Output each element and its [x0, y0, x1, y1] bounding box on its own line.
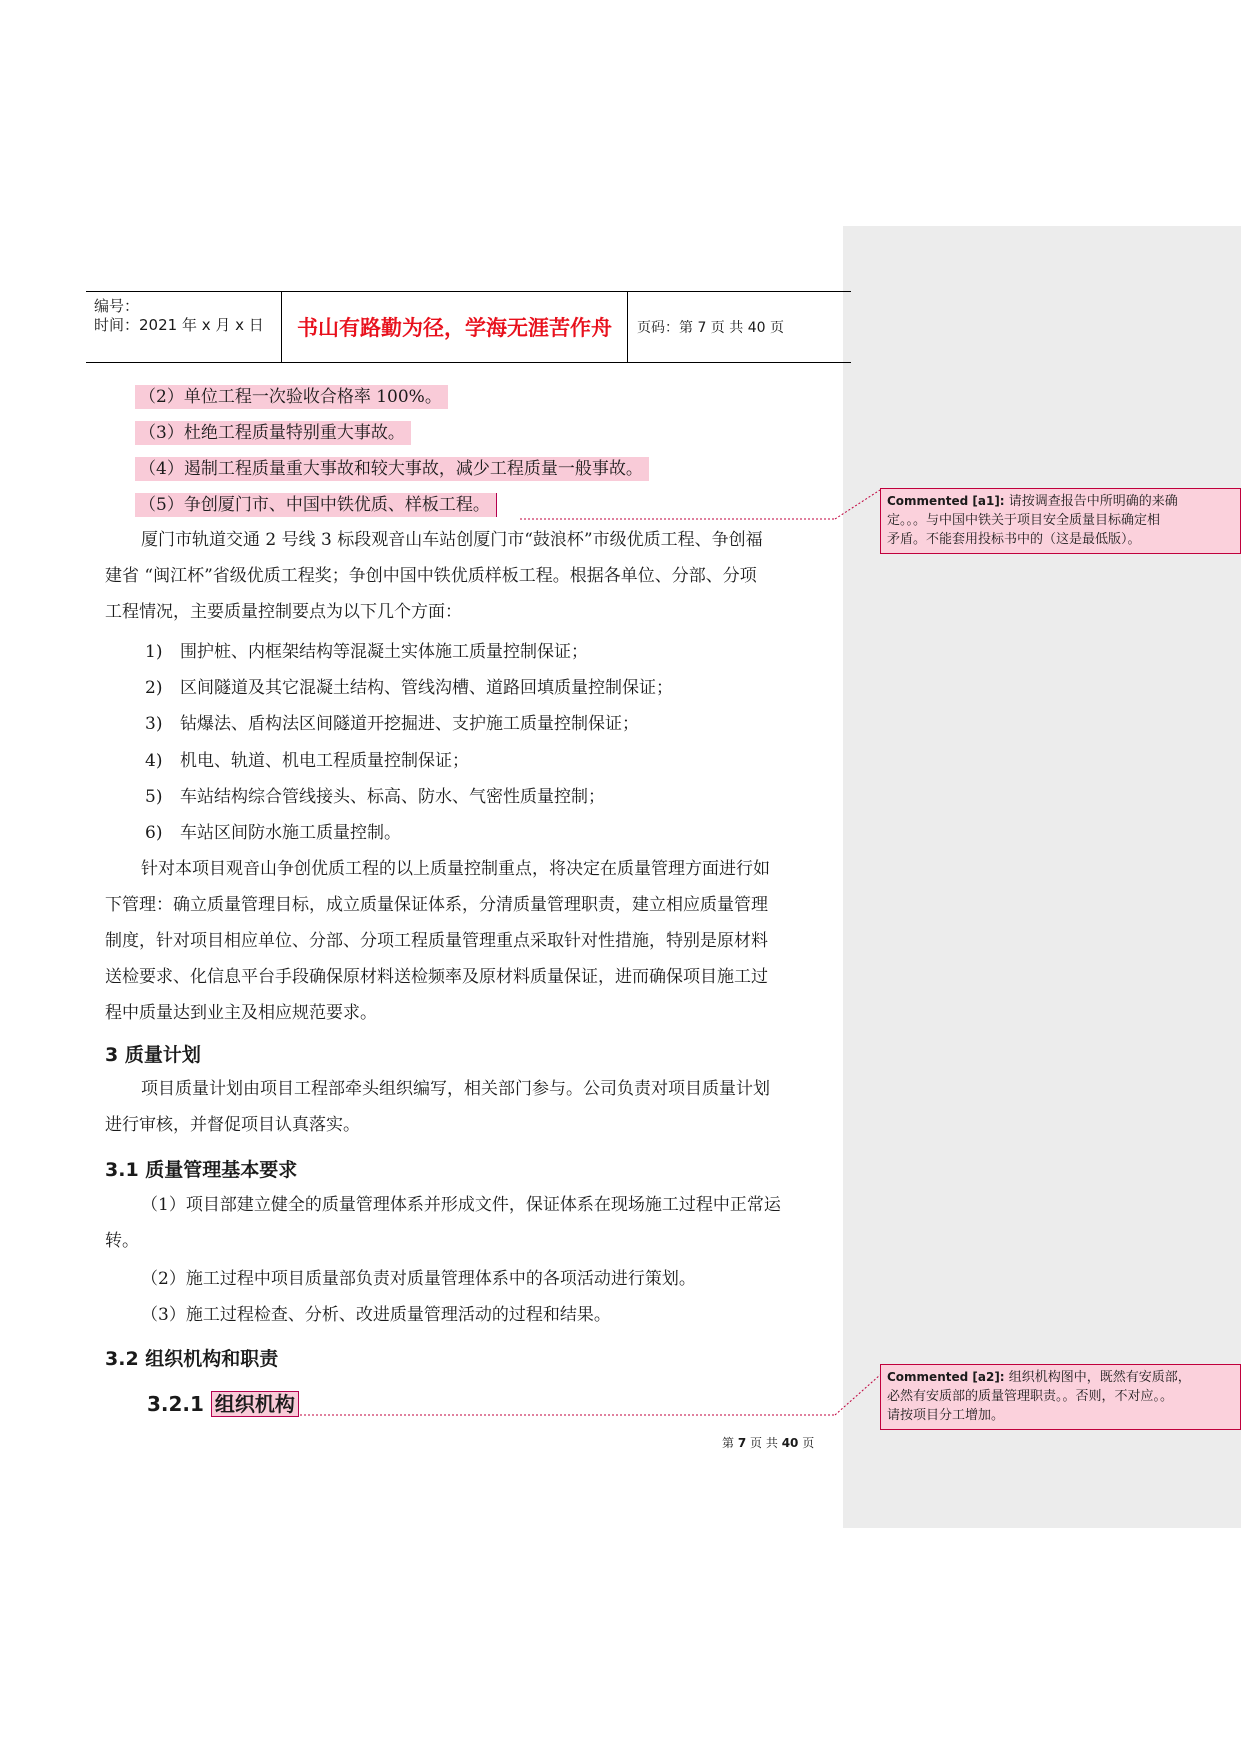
- management-line: 下管理：确立质量管理目标，成立质量保证体系，分清质量管理职责，建立相应质量管理: [105, 895, 768, 915]
- list-item: 3) 钻爆法、盾构法区间隧道开挖掘进、支护施工质量控制保证；: [145, 714, 639, 734]
- connector-a2-diagonal: [835, 1375, 880, 1415]
- management-line: 送检要求、化信息平台手段确保原材料送检频率及原材料质量保证，进而确保项目施工过: [105, 967, 768, 987]
- management-line: 针对本项目观音山争创优质工程的以上质量控制重点，将决定在质量管理方面进行如: [141, 859, 770, 879]
- comment-anchor-a2[interactable]: 组织机构: [211, 1391, 299, 1417]
- comment-line: Commented [a1]: 请按调查报告中所明确的来确: [887, 494, 1178, 509]
- section-3-heading: 3 质量计划: [105, 1044, 201, 1066]
- comment-a2[interactable]: [880, 1364, 1241, 1430]
- management-line: 程中质量达到业主及相应规范要求。: [105, 1003, 377, 1023]
- comment-anchor-a1[interactable]: （5）争创厦门市、中国中铁优质、样板工程。: [135, 493, 497, 517]
- page-footer: 第 7 页 共 40 页: [722, 1436, 815, 1450]
- goal-3: （3）杜绝工程质量特别重大事故。: [135, 421, 411, 445]
- date-label: 时间：2021 年 x 月 x 日: [94, 316, 264, 334]
- list-item: 5) 车站结构综合管线接头、标高、防水、气密性质量控制；: [145, 787, 605, 807]
- comment-tag: Commented [a2]:: [887, 1370, 1005, 1384]
- section-3-1-line: （1）项目部建立健全的质量管理体系并形成文件，保证体系在现场施工过程中正常运: [141, 1195, 781, 1215]
- section-3-1-heading: 3.1 质量管理基本要求: [105, 1159, 298, 1181]
- connector-a1-diagonal: [835, 490, 880, 519]
- section-3-1-line: （3）施工过程检查、分析、改进质量管理活动的过程和结果。: [141, 1305, 611, 1325]
- goal-4: （4）遏制工程质量重大事故和较大事故，减少工程质量一般事故。: [135, 457, 649, 481]
- section-3-2-heading: 3.2 组织机构和职责: [105, 1348, 279, 1370]
- comment-line: 定。。。与中国中铁关于项目安全质量目标确定相: [887, 513, 1161, 528]
- section-3-2-1-number: 3.2.1: [147, 1392, 204, 1416]
- comment-tag: Commented [a1]:: [887, 494, 1005, 508]
- section-3-line: 进行审核，并督促项目认真落实。: [105, 1115, 360, 1135]
- list-item: 2) 区间隧道及其它混凝土结构、管线沟槽、道路回填质量控制保证；: [145, 678, 673, 698]
- comment-line: Commented [a2]: 组织机构图中，既然有安质部，: [887, 1370, 1191, 1385]
- section-3-1-line: 转。: [105, 1231, 139, 1251]
- management-line: 制度，针对项目相应单位、分部、分项工程质量管理重点采取针对性措施，特别是原材料: [105, 931, 768, 951]
- comment-line: 矛盾。不能套用投标书中的（这是最低版）。: [887, 532, 1141, 547]
- section-3-1-line: （2）施工过程中项目质量部负责对质量管理体系中的各项活动进行策划。: [141, 1269, 696, 1289]
- footer-total-pages: 40: [781, 1436, 799, 1450]
- comment-line: 请按项目分工增加。: [887, 1408, 1005, 1423]
- footer-page-number: 7: [737, 1436, 747, 1450]
- comment-line: 必然有安质部的质量管理职责。。否则，不对应。。: [887, 1389, 1174, 1404]
- intro-line: 厦门市轨道交通 2 号线 3 标段观音山车站创厦门市“鼓浪杯”市级优质工程、争创福: [141, 530, 763, 550]
- header-motto: 书山有路勤为径，学海无涯苦作舟: [282, 292, 628, 362]
- number-label: 编号：: [94, 297, 140, 315]
- goal-2: （2）单位工程一次验收合格率 100%。: [135, 385, 448, 409]
- list-item: 6) 车站区间防水施工质量控制。: [145, 823, 401, 843]
- header-page-label: 页码：第 7 页 共 40 页: [637, 320, 784, 336]
- section-3-line: 项目质量计划由项目工程部牵头组织编写，相关部门参与。公司负责对项目质量计划: [141, 1079, 770, 1099]
- intro-line: 建省 “闽江杯”省级优质工程奖；争创中国中铁优质样板工程。根据各单位、分部、分项: [105, 566, 757, 586]
- list-item: 1) 围护桩、内框架结构等混凝土实体施工质量控制保证；: [145, 642, 588, 662]
- intro-line: 工程情况，主要质量控制要点为以下几个方面：: [105, 602, 462, 622]
- comment-a1[interactable]: [880, 488, 1241, 554]
- list-item: 4) 机电、轨道、机电工程质量控制保证；: [145, 751, 469, 771]
